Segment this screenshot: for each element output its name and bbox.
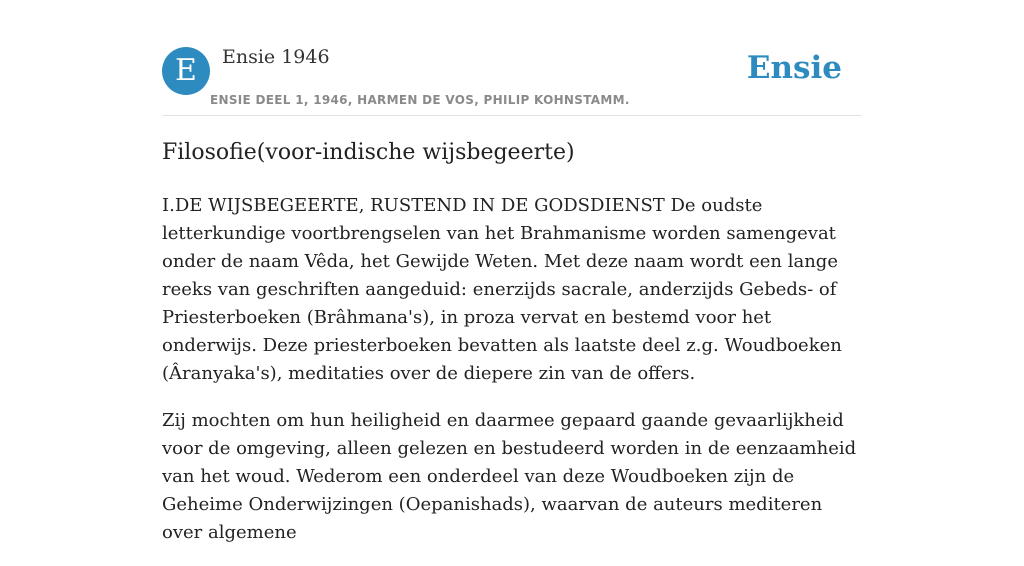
article-body [162,192,862,566]
article-title: Filosofie(voor-indische wijsbegeerte) [162,140,575,165]
book-meta: ENSIE DEEL 1, 1946, HARMEN DE VOS, PHILIP KOHNSTAMM. [210,93,630,107]
ensie-logo[interactable]: E [162,47,210,95]
brand-logo[interactable]: Ensie [746,50,842,86]
article-paragraph: I.DE WIJSBEGEERTE, RUSTEND IN DE GODSDIENST De oudste letterkundige voortbrengselen van het Brahmanisme worden samengevat onder de naam Vêda, het Gewijde Weten. Met deze naam wordt een lange reeks van geschriften aangeduid: enerzijds sacrale, anderzijds Gebeds- of Priesterboeken (Brâhmana's), in proza vervat en bestemd voor het onderwijs. Deze priesterboeken bevatten als laatste deel z.g. Woudboeken (Âranyaka's), meditaties over de diepere zin van de offers. [162,195,842,384]
book-title[interactable]: Ensie 1946 [222,46,330,68]
article-paragraph: Zij mochten om hun heiligheid en daarmee gepaard gaande gevaarlijkheid voor de omgeving, alleen gelezen en bestudeerd worden in de eenzaamheid van het woud. Wederom een onderdeel van deze Woudboeken zijn de Geheime Onderwijzingen (Oepanishads), waarvan de auteurs mediteren over algemene [162,410,857,543]
book-header [162,40,862,116]
